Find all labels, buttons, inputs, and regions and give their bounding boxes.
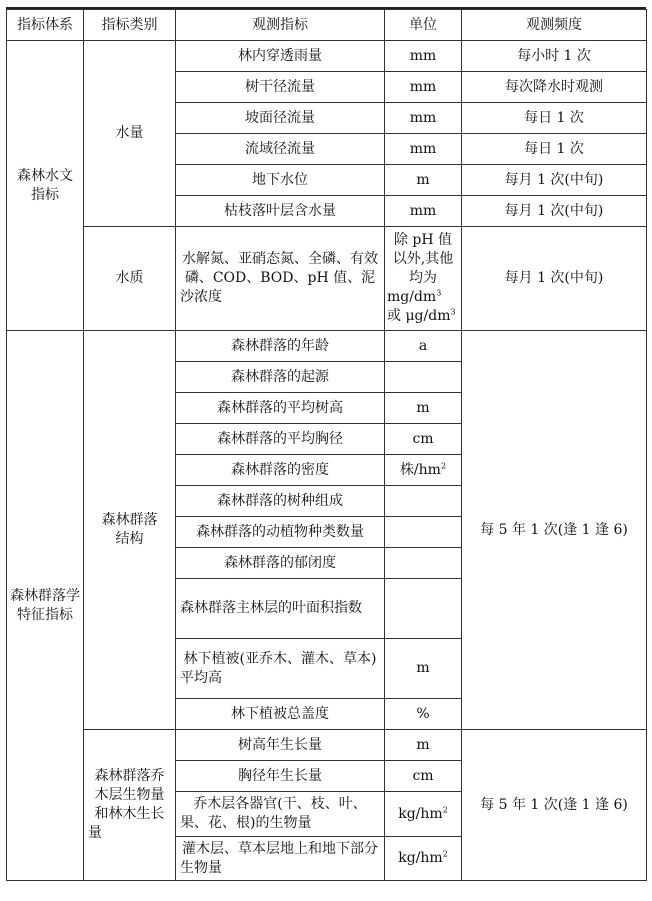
unit-cell: [385, 548, 462, 579]
indicator-cell: 地下水位: [176, 165, 385, 196]
indicator-cell: 灌木层、草本层地上和地下部分生物量: [176, 837, 385, 881]
unit-sup: 2: [440, 460, 447, 470]
unit-cell: mm: [385, 134, 462, 165]
header-frequency: 观测频度: [462, 10, 647, 41]
indicator-cell: 枯枝落叶层含水量: [176, 196, 385, 227]
frequency-cell: 每月 1 次(中旬): [462, 196, 647, 227]
indicator-cell: 林内穿透雨量: [176, 41, 385, 72]
indicator-cell: 森林群落主林层的叶面积指数: [176, 579, 385, 639]
indicator-cell: 森林群落的郁闭度: [176, 548, 385, 579]
table-row: [7, 227, 647, 331]
unit-cell: [385, 517, 462, 548]
frequency-cell: 每次降水时观测: [462, 72, 647, 103]
indicator-cell: 森林群落的起源: [176, 362, 385, 393]
indicator-cell: 森林群落的动植物种类数量: [176, 517, 385, 548]
unit-cell: m: [385, 393, 462, 424]
unit-cell: [385, 455, 462, 486]
unit-cell: [385, 486, 462, 517]
indicator-cell: 流域径流量: [176, 134, 385, 165]
unit-cell: [385, 579, 462, 639]
header-row: [7, 10, 647, 41]
header-unit: 单位: [385, 10, 462, 41]
unit-cell: cm: [385, 761, 462, 792]
unit-cell: mm: [385, 196, 462, 227]
category-cell-biomass: 森林群落乔木层生物量和林木生长量: [84, 730, 176, 881]
table-row: [7, 41, 647, 72]
indicator-cell: 森林群落的平均树高: [176, 393, 385, 424]
unit-cell: mm: [385, 103, 462, 134]
frequency-cell: 每月 1 次(中旬): [462, 227, 647, 331]
indicator-cell: 森林群落的平均胸径: [176, 424, 385, 455]
unit-cell: mm: [385, 41, 462, 72]
indicator-cell: 林下植被总盖度: [176, 699, 385, 730]
unit-sup: 2: [442, 804, 448, 814]
unit-text: 或 μg/dm: [387, 307, 451, 324]
indicator-cell: 森林群落的树种组成: [176, 486, 385, 517]
unit-text: 株/hm: [399, 461, 441, 478]
indicator-cell: 树高年生长量: [176, 730, 385, 761]
unit-cell: [385, 837, 462, 881]
unit-cell-water-quality: [385, 227, 462, 331]
indicator-cell: 水解氮、亚硝态氮、全磷、有效磷、COD、BOD、pH 值、泥沙浓度: [176, 227, 385, 331]
indicator-cell: 林下植被(亚乔木、灌木、草本)平均高: [176, 639, 385, 699]
indicator-cell: 坡面径流量: [176, 103, 385, 134]
frequency-cell: 每月 1 次(中旬): [462, 165, 647, 196]
unit-sup: 2: [442, 849, 448, 859]
table-row: [7, 730, 647, 761]
system-cell-community: 森林群落学特征指标: [7, 331, 84, 881]
category-cell-structure: 森林群落结构: [84, 331, 176, 730]
unit-cell: m: [385, 165, 462, 196]
category-cell-water-quantity: 水量: [84, 41, 176, 227]
unit-cell: a: [385, 331, 462, 362]
unit-text: kg/hm: [398, 805, 443, 822]
frequency-cell-structure: 每 5 年 1 次(逢 1 逢 6): [462, 331, 647, 730]
frequency-cell: 每小时 1 次: [462, 41, 647, 72]
unit-cell: m: [385, 730, 462, 761]
header-system: 指标体系: [7, 10, 84, 41]
indicator-table: [6, 9, 647, 881]
unit-cell: [385, 792, 462, 837]
table-row: [7, 331, 647, 362]
indicator-cell: 乔木层各器官(干、枝、叶、果、花、根)的生物量: [176, 792, 385, 837]
unit-text: kg/hm: [398, 850, 443, 867]
frequency-cell: 每日 1 次: [462, 134, 647, 165]
frequency-cell-biomass: 每 5 年 1 次(逢 1 逢 6): [462, 730, 647, 881]
indicator-cell: 树干径流量: [176, 72, 385, 103]
unit-cell: [385, 362, 462, 393]
header-category: 指标类别: [84, 10, 176, 41]
indicator-cell: 森林群落的年龄: [176, 331, 385, 362]
system-cell-hydro: 森林水文指标: [7, 41, 84, 331]
unit-cell: m: [385, 639, 462, 699]
unit-cell: mm: [385, 72, 462, 103]
category-cell-water-quality: 水质: [84, 227, 176, 331]
header-indicator: 观测指标: [176, 10, 385, 41]
unit-cell: %: [385, 699, 462, 730]
indicator-cell: 森林群落的密度: [176, 455, 385, 486]
unit-text: 除 pH 值以外,其他均为 mg/dm: [387, 232, 454, 305]
unit-cell: cm: [385, 424, 462, 455]
indicator-cell: 胸径年生长量: [176, 761, 385, 792]
frequency-cell: 每日 1 次: [462, 103, 647, 134]
unit-sup: 3: [450, 307, 456, 317]
unit-sup: 3: [436, 288, 442, 298]
